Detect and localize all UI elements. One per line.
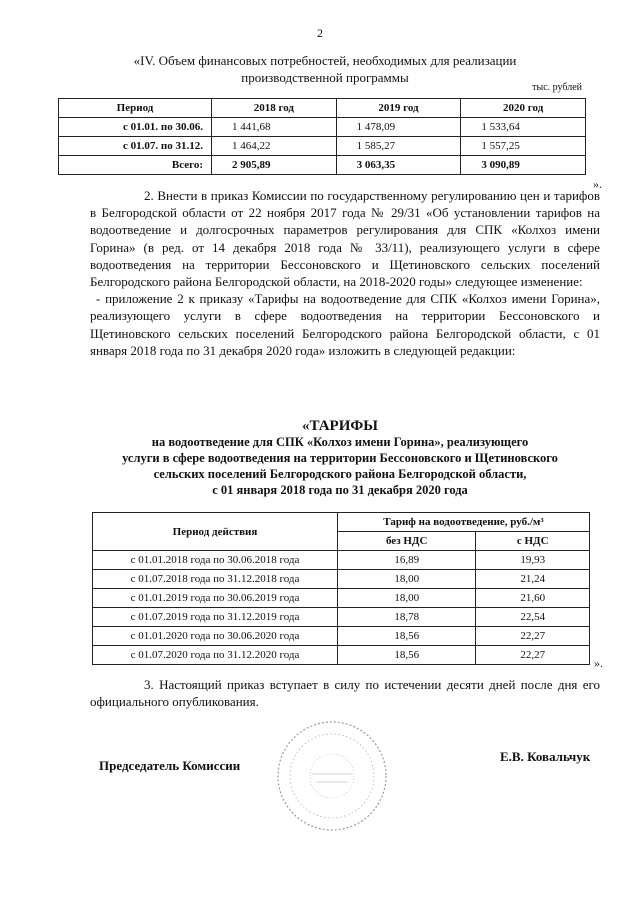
value-cell: 22,27	[476, 646, 590, 665]
table-row	[93, 570, 590, 589]
paragraph-2-text: 2. Внести в приказ Комиссии по государственному регулированию цен и тарифов в Белгородской области от 22 ноября 2017 года № 29/31 «Об установлении тарифов на водоотведение и долгосрочных параметров регулирования для СПК «Колхоз имени Горина» (в ред. от 14 декабря 2018 года № 33/11), реализующего услуги в сфере водоотведения на территории Бессоновского и Щетиновского сельских поселений Белгородского района Белгородской области, на 2018-2020 годы» следующее изменение:	[90, 188, 600, 290]
value-cell: 1 464,22	[212, 137, 337, 156]
table-row	[93, 608, 590, 627]
value-cell: 1 478,09	[336, 118, 461, 137]
header-cell: 2020 год	[461, 99, 586, 118]
section-title: «IV. Объем финансовых потребностей, необходимых для реализации производственной программы	[133, 53, 517, 85]
closing-quote: ».	[594, 656, 603, 670]
tariff-subtitle-line: сельских поселений Белгородского района Белгородской области,	[153, 467, 527, 481]
value-cell: 22,27	[476, 627, 590, 646]
total-value: 3 063,35	[336, 156, 461, 175]
period-cell: с 01.01. по 30.06.	[59, 118, 212, 137]
value-cell: 21,24	[476, 570, 590, 589]
header-cell: с НДС	[476, 532, 590, 551]
paragraph-2-item: - приложение 2 к приказу «Тарифы на водоотведение для СПК «Колхоз имени Горина», реализующего услуги в сфере водоотведения на территории Бессоновского и Щетиновского сельских поселений Белгородского района Белгородской области, с 01 января 2018 года по 31 декабря 2020 года» изложить в следующей редакции:	[90, 291, 600, 358]
value-cell: 22,54	[476, 608, 590, 627]
value-cell: 1 557,25	[461, 137, 586, 156]
period-cell: с 01.07.2019 года по 31.12.2019 года	[93, 608, 338, 627]
value-cell: 18,78	[338, 608, 476, 627]
period-cell: с 01.01.2018 года по 30.06.2018 года	[93, 551, 338, 570]
value-cell: 21,60	[476, 589, 590, 608]
header-cell: без НДС	[338, 532, 476, 551]
value-cell: 18,56	[338, 627, 476, 646]
total-value: 2 905,89	[212, 156, 337, 175]
value-cell: 18,00	[338, 570, 476, 589]
header-cell: Период действия	[93, 513, 338, 551]
tariff-subtitle-line: на водоотведение для СПК «Колхоз имени Горина», реализующего	[151, 435, 529, 449]
table-header-row	[93, 513, 590, 532]
tariff-title	[90, 418, 590, 498]
table-row	[93, 646, 590, 665]
table-header-row	[59, 99, 586, 118]
value-cell: 19,93	[476, 551, 590, 570]
period-cell: с 01.01.2019 года по 30.06.2019 года	[93, 589, 338, 608]
table-row	[93, 589, 590, 608]
tariff-table	[92, 512, 590, 665]
total-value: 3 090,89	[461, 156, 586, 175]
value-cell: 18,56	[338, 646, 476, 665]
value-cell: 1 533,64	[461, 118, 586, 137]
stamp-seal-icon	[272, 716, 392, 836]
header-cell: Период	[59, 99, 212, 118]
closing-quote: ».	[593, 177, 602, 191]
total-label: Всего:	[59, 156, 212, 175]
value-cell: 1 441,68	[212, 118, 337, 137]
signature-title: Председатель Комиссии	[99, 758, 241, 773]
tariff-subtitle-line: услуги в сфере водоотведения на территории Бессоновского и Щетиновского	[122, 451, 558, 465]
finance-table	[58, 98, 586, 175]
value-cell: 1 585,27	[336, 137, 461, 156]
signature-name: Е.В. Ковальчук	[500, 749, 591, 764]
table-row	[93, 551, 590, 570]
period-cell: с 01.07. по 31.12.	[59, 137, 212, 156]
tariff-subtitle-line: с 01 января 2018 года по 31 декабря 2020 года	[212, 483, 468, 497]
table-row	[59, 118, 586, 137]
header-cell: 2019 год	[336, 99, 461, 118]
header-cell: Тариф на водоотведение, руб./м³	[338, 513, 590, 532]
period-cell: с 01.07.2018 года по 31.12.2018 года	[93, 570, 338, 589]
value-cell: 18,00	[338, 589, 476, 608]
units-label: тыс. рублей	[532, 82, 582, 93]
period-cell: с 01.07.2020 года по 31.12.2020 года	[93, 646, 338, 665]
table-row	[59, 137, 586, 156]
period-cell: с 01.01.2020 года по 30.06.2020 года	[93, 627, 338, 646]
paragraph-2	[90, 187, 600, 359]
page-number: 2	[317, 26, 323, 40]
table-row	[93, 627, 590, 646]
value-cell: 16,89	[338, 551, 476, 570]
tariff-heading: «ТАРИФЫ	[301, 418, 379, 434]
total-row	[59, 156, 586, 175]
paragraph-3: 3. Настоящий приказ вступает в силу по истечении десяти дней после дня его официального опубликования.	[90, 677, 600, 710]
header-cell: 2018 год	[212, 99, 337, 118]
